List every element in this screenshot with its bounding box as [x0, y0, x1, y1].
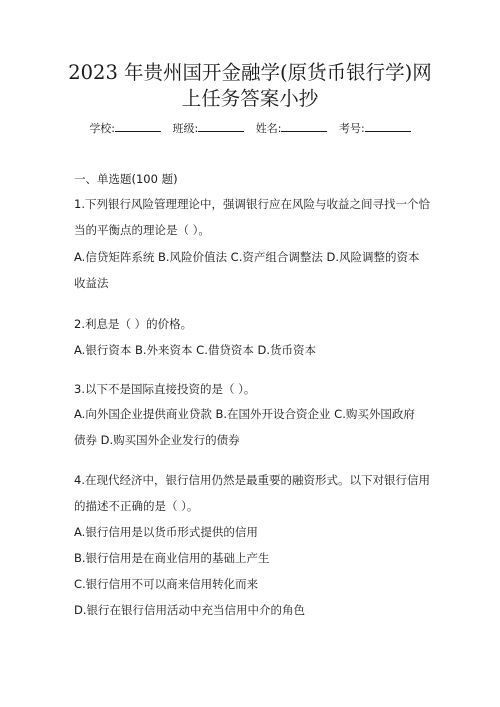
question-4-stem-line-2: 的描述不正确的是（ ）。 [74, 499, 199, 513]
question-4-option-d: D.银行在银行信用活动中充当信用中介的角色 [74, 603, 306, 617]
question-2-options-line-1: A.银行资本 B.外来资本 C.借贷资本 D.货币资本 [74, 343, 317, 357]
exam-no-blank [365, 120, 411, 132]
question-4-option-c: C.银行信用不可以商来信用转化而来 [74, 577, 259, 591]
exam-no-field [339, 122, 411, 135]
document-title-line-2: 上任务答案小抄 [181, 87, 319, 110]
school-field [89, 122, 161, 135]
question-4-option-b: B.银行信用是在商业信用的基础上产生 [74, 551, 270, 565]
exam-no-label: 考号: [338, 122, 365, 135]
question-2-stem-line-1: 2.利息是（ ）的价格。 [74, 317, 193, 331]
name-label: 姓名: [255, 122, 282, 135]
question-1-stem-line-2: 当的平衡点的理论是（ ）。 [74, 223, 210, 237]
class-blank [198, 120, 244, 132]
question-3-stem-line-1: 3.以下不是国际直接投资的是（ ）。 [74, 382, 256, 396]
school-blank [115, 120, 161, 132]
question-1-options-line-1: A.信贷矩阵系统 B.风险价值法 C.资产组合调整法 D.风险调整的资本 [74, 250, 420, 264]
question-1-options-line-2: 收益法 [74, 276, 109, 290]
class-label: 班级: [172, 122, 199, 135]
question-4-stem-line-1: 4.在现代经济中，银行信用仍然是最重要的融资形式。以下对银行信用 [74, 473, 430, 487]
question-1-stem-line-1: 1.下列银行风险管理理论中，强调银行应在风险与收益之间寻找一个恰 [74, 197, 430, 211]
document-title-line-1: 2023 年贵州国开金融学(原货币银行学)网 [68, 61, 432, 84]
question-4-option-a: A.银行信用是以货币形式提供的信用 [74, 525, 258, 539]
student-info-row [0, 120, 500, 137]
class-field [173, 122, 245, 135]
school-label: 学校: [89, 122, 116, 135]
name-field [256, 122, 328, 135]
question-3-options-line-1: A.向外国企业提供商业贷款 B.在国外开设合资企业 C.购买外国政府 [74, 407, 415, 421]
section-header: 一、单选题(100 题) [74, 172, 178, 186]
name-blank [281, 120, 327, 132]
question-3-options-line-2: 债券 D.购买国外企业发行的债券 [74, 433, 240, 447]
